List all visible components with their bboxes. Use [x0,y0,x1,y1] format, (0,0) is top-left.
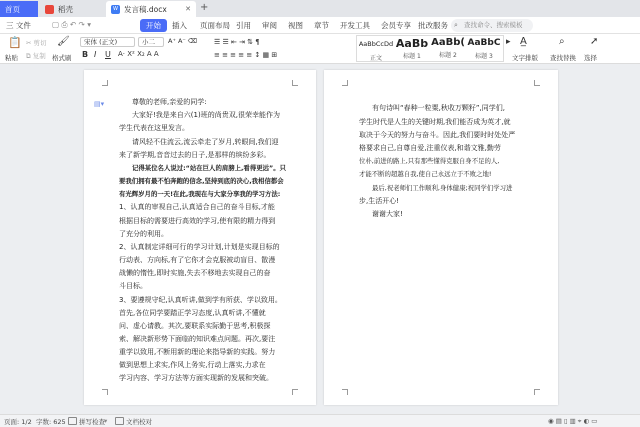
menu-developer[interactable]: 开发工具 [340,21,370,30]
format-painter-label: 格式刷 [52,54,72,62]
font-size-select[interactable]: 小二 [138,37,164,47]
format-painter-icon[interactable]: 🖌 [57,36,70,47]
margin-corner-tl-2 [342,80,348,86]
style-heading-3-sample: AaBbC [467,38,501,48]
view-mode-icons[interactable]: ◉ ▤ ▯ ▥ ⌖ ◐ ▭ [548,417,598,425]
new-tab-icon[interactable]: + [200,2,209,13]
status-bar [0,414,640,427]
left-line-12: 2、认真制定详细可行的学习计划,计划是实现目标的 [119,243,280,251]
style-heading-2-sample: AaBb( [431,37,465,48]
file-menu[interactable]: 三 文件 [6,21,31,30]
left-line-22: 学习内容、学习方法等方面实现新的发展和突破。 [119,374,273,382]
left-line-21: 做到思想上求实,作风上务实,行动上落实,力求在 [119,361,266,369]
find-replace-icon[interactable]: ⌕ [559,36,565,47]
left-line-19: 索、解决新形势下面临的知识难点问题。再次,要注 [119,335,276,343]
page-2[interactable] [324,70,558,405]
right-line-2: 学生时代是人生的关键时期,我们能否成为英才,就 [359,118,511,126]
right-line-9: 谢谢大家! [372,210,403,218]
search-icon: ⌕ [454,21,458,29]
text-layout-icon[interactable]: A̲ [520,36,527,47]
menu-sections[interactable]: 章节 [314,21,329,30]
close-tab-icon[interactable]: ✕ [185,5,191,13]
right-line-7: 最后,祝老师们工作顺利,身体健康;祝同学们学习进 [372,184,513,192]
style-heading-1[interactable] [394,37,430,61]
style-normal-sample: AaBbCcDd [358,40,394,48]
daoke-tab-label: 稻壳 [58,4,73,14]
paste-icon[interactable]: 📋 [8,36,22,49]
underline-button[interactable]: U [105,50,111,59]
menu-review[interactable]: 审阅 [262,21,277,30]
margin-corner-tr [292,80,298,86]
left-line-6: 记得某位名人说过:“站在巨人的肩膀上,看得更远”。只 [132,164,286,172]
doc-check-icon [115,417,124,425]
cut-label: 剪切 [33,39,47,47]
menu-member[interactable]: 会员专享 [381,21,411,30]
menu-page-layout[interactable]: 页面布局 [200,21,230,30]
style-heading-3[interactable] [466,37,502,61]
right-line-4: 格要求自己,自尊自爱,注重仪表,和谐文雅,勤劳 [359,144,501,152]
left-line-3: 学生代表在这里发言。 [119,124,189,132]
right-line-5: 位朴,前进的路上,只有那些懂得克服自身不足的人, [359,157,500,165]
style-heading-3-name: 标题 3 [475,53,493,60]
style-heading-1-sample: AaBb [395,37,429,50]
bold-button[interactable]: B [82,50,89,59]
margin-corner-tl [102,80,108,86]
select-label[interactable]: 选择 [584,54,597,62]
left-line-20: 重学以致用,不断用新的理论来指导新的实践。努力 [119,348,276,356]
menu-bar [0,17,640,34]
quick-access-icons[interactable]: ▢ ⎙ ↶ ↷ ▾ [52,20,91,29]
menu-view[interactable]: 视图 [288,21,303,30]
word-doc-icon: W [111,5,120,14]
left-line-4: 请风轻不住流云,流云牵走了岁月,转眼间,我们迎 [132,138,279,146]
right-line-1: 有句诗叫“春种一粒粟,秋收万颗籽”,同学们, [372,104,505,112]
list-icons[interactable]: ☰ ☰ ⇤ ⇥ ⇅ ¶ [214,38,260,46]
find-replace-label[interactable]: 查找替换 [550,54,576,62]
font-effects-icons[interactable]: A· X² X₂ A A [118,50,159,58]
command-search-input[interactable] [451,19,533,32]
align-icons[interactable]: ≡ ≡ ≡ ≡ ≡ ↕ ▦ ⊞ [214,51,278,59]
paste-label: 粘贴 [5,54,18,62]
paragraph-handle-icon[interactable]: ▤▾ [94,100,105,108]
word-count[interactable]: 字数: 625 [36,418,66,426]
menu-correction[interactable]: 批改服务 [418,21,448,30]
page-1[interactable] [84,70,316,405]
font-name-select[interactable]: 宋体 (正文) [80,37,135,47]
italic-button[interactable]: I [94,50,97,59]
more-styles-icon[interactable]: ▸ [506,37,511,47]
spell-check-button[interactable]: 拼写检查 [79,418,105,426]
style-normal-name: 正文 [369,55,382,62]
right-line-8: 步,生活开心! [359,197,400,205]
style-heading-2-name: 标题 2 [439,52,457,59]
document-tab-label: 发言稿.docx [124,4,167,14]
search-placeholder: 查找命令、搜索模板 [464,21,523,29]
left-line-1: 尊敬的老师,亲爱的同学: [132,98,207,106]
left-line-17: 首先,各位同学要踏正学习态度,认真听讲,不懂就 [119,309,266,317]
style-heading-1-name: 标题 1 [403,53,421,60]
left-line-11: 了充分的利用。 [119,230,168,238]
style-normal[interactable] [358,37,394,61]
text-layout-label[interactable]: 文字排版 [512,54,538,62]
style-heading-2[interactable] [430,37,466,61]
document-canvas[interactable] [0,64,640,414]
copy-button[interactable]: ⧉ 复制 [26,52,46,60]
tab-document[interactable] [106,1,196,17]
spell-check-icon [68,417,77,425]
left-line-10: 根据目标的需要进行高效的学习,使有限的精力得到 [119,217,276,225]
left-line-15: 斗目标。 [119,282,147,290]
font-grow-icons[interactable]: A⁺ A⁻ ⌫ [168,37,198,45]
margin-corner-bl [102,389,108,395]
home-tab-label: 首页 [5,4,20,14]
left-line-16: 3、要遵规守纪,认真听讲,做到学有所获、学以致用。 [119,296,282,304]
menu-insert[interactable]: 插入 [172,21,187,30]
margin-corner-br-2 [534,389,540,395]
tab-home[interactable] [0,1,38,17]
page-indicator[interactable]: 页面: 1/2 [4,418,32,426]
doc-check-button[interactable]: 文档校对 [126,418,152,426]
spell-check-dropdown-icon[interactable]: ▾ [104,417,108,425]
menu-references[interactable]: 引用 [236,21,251,30]
margin-corner-tr-2 [534,80,540,86]
left-line-2: 大家好!我是来自六(1)班的尚贵双,很荣幸能作为 [132,111,280,119]
right-line-6: 才能不断的超越自我,使自己永远立于不败之地! [359,170,492,178]
left-line-5: 来了新学期,音音过去的日子,是那样的缤纷多彩。 [119,151,271,159]
left-line-7: 要我们拥有最不怕奔跑的信念,坚持到底的决心,我相信都会 [119,177,284,185]
margin-corner-br [292,389,298,395]
margin-corner-bl-2 [342,389,348,395]
select-cursor-icon[interactable]: ➚ [590,36,599,47]
ribbon-toolbar [0,34,640,64]
tab-daoke[interactable] [40,1,104,17]
left-line-13: 行动表、方向标,有了它你才会克服被动盲目、散漫 [119,256,276,264]
copy-label: 复制 [32,52,46,60]
left-line-9: 1、认真的审视自己,认真适合自己的奋斗目标,才能 [119,203,275,211]
menu-start[interactable]: 开始 [140,19,167,32]
daoke-icon [45,5,54,14]
style-gallery [356,35,504,62]
right-line-3: 取决于今天的努力与奋斗。因此,我们要时时处处严 [359,131,516,139]
left-line-14: 战懒的惰性,即时实施,失去不移地去实现自己的奋 [119,269,271,277]
left-line-18: 问、虚心请教。其次,要联系实际勤于思考,积极探 [119,322,271,330]
left-line-8: 有光辉岁月的一天!在此,我现在与大家分享我的学习方法: [119,190,281,198]
cut-button[interactable]: ✂ 剪切 [26,39,47,47]
tab-bar [0,0,640,17]
